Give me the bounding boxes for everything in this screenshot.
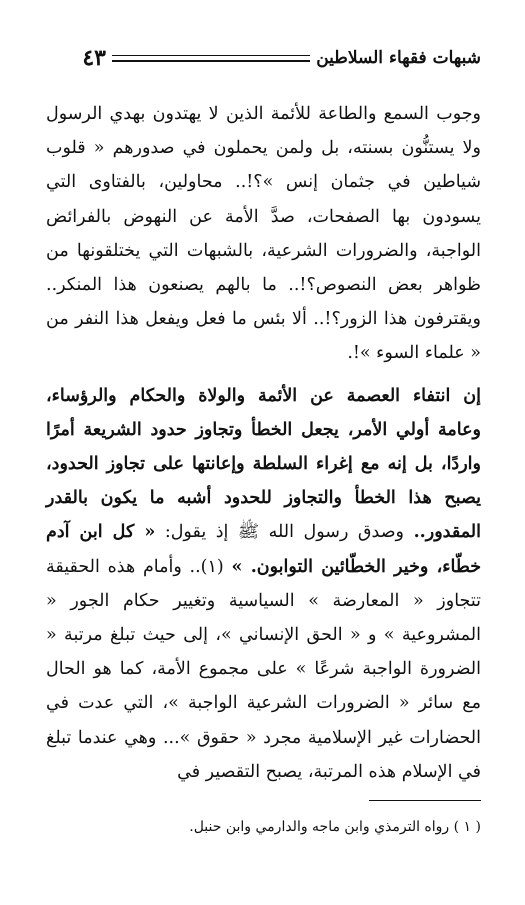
running-title: شبهات فقهاء السلاطين bbox=[316, 48, 481, 68]
paragraph-1: وجوب السمع والطاعة للأئمة الذين لا يهتدون بهدي الرسول ولا يستنُّون بسنته، بل ولمن يحملون في صدورهم « قلوب شياطين في جثمان إنس »؟!.. محاولين، بالفتاوى التي يسودون بها الصفحات، صدَّ الأمة عن النهوض بالفرائض الواجبة، والضرورات الشرعية، بالشبهات التي يختلقونها من ظواهر بعض النصوص؟!.. ما بالهم يصنعون هذا المنكر.. ويقترفون هذا الزور؟!.. ألا بئس ما فعل ويفعل هذا النفر من « علماء السوء »!. bbox=[46, 104, 481, 364]
main-text bbox=[46, 97, 481, 789]
paragraph-2-intro: وصدق رسول الله ﷺ إذ يقول: bbox=[155, 522, 414, 543]
paragraph-2-bold-text: إن انتفاء العصمة عن الأئمة والولاة والحكام والرؤساء، وعامة أولي الأمر، يجعل الخطأ وتجاوز حدود الشريعة أمرًا واردًا، بل إنه مع إغراء السلطة وإعانتها على تجاوز الحدود، يصبح هذا الخطأ والتجاوز للحدود أشبه ما يكون بالقدر المقدور.. bbox=[46, 385, 481, 543]
footnote: ( ١ ) رواه الترمذي وابن ماجه والدارمي وابن حنبل. bbox=[189, 819, 481, 835]
page-number: ٤٣ bbox=[82, 45, 106, 71]
paragraph-2-rest: .. وأمام هذه الحقيقة تتجاوز « المعارضة » السياسية وتغيير حكام الجور « المشروعية » و « الحق الإنساني »، إلى حيث تبلغ مرتبة « الضرورة الواجبة شرعًا » على مجموع الأمة، كما هو الحال مع سائر « الضرورات الشرعية الواجبة »، التي عدت في الحضارات غير الإسلامية مجرد « حقوق »... وهي عندما تبلغ في الإسلام هذه المرتبة، يصبح التقصير في bbox=[46, 556, 481, 782]
hadith-quote: « كل ابن آدم خطّاء، وخير الخطّائين التوابون. » bbox=[46, 522, 482, 577]
footnote-separator bbox=[369, 800, 481, 801]
footnote-reference: (١) bbox=[200, 556, 232, 577]
page-header bbox=[66, 42, 481, 74]
header-rule bbox=[112, 55, 310, 62]
paragraph-2 bbox=[46, 379, 481, 789]
